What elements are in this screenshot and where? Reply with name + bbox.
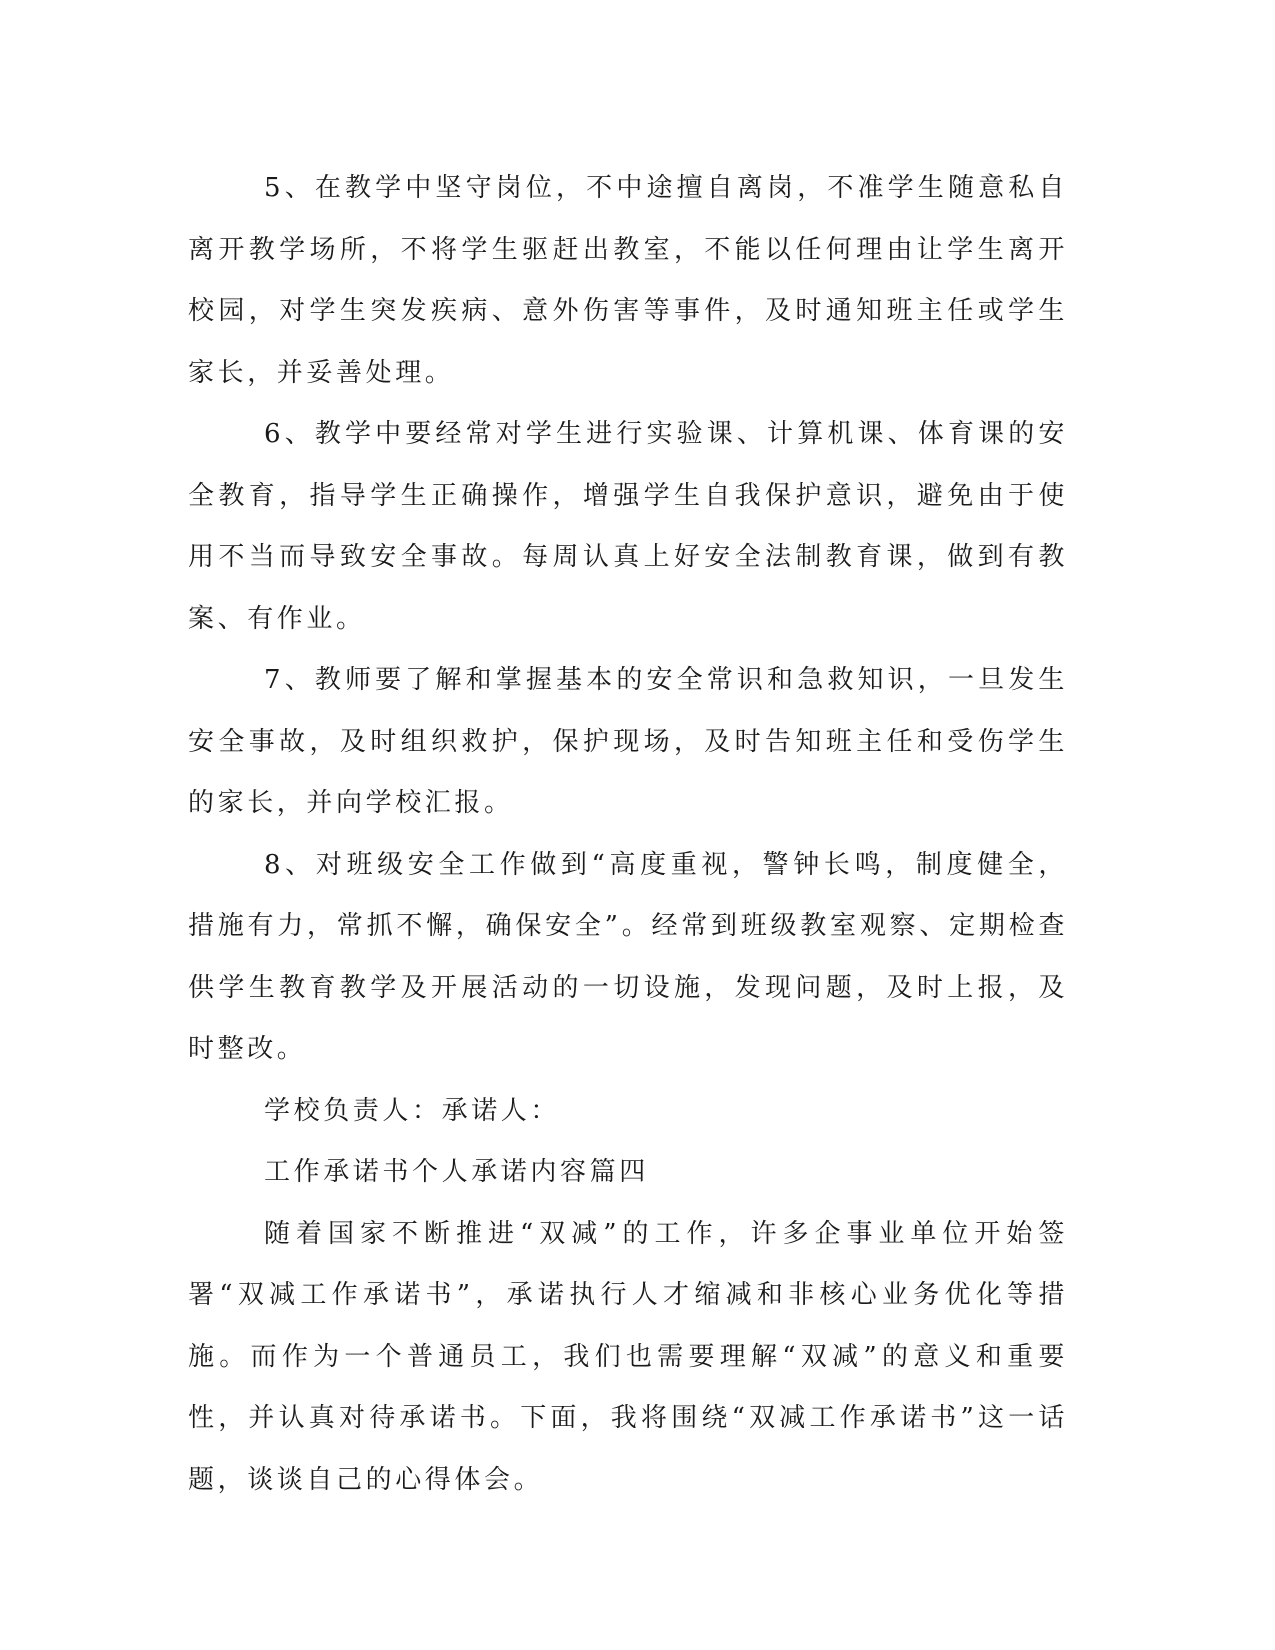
paragraph-item-8: 8、对班级安全工作做到“高度重视，警钟长鸣，制度健全，措施有力，常抓不懈，确保安全”。经常到班级教室观察、定期检查供学生教育教学及开展活动的一切设施，发现问题，及时上报，及时整改。: [188, 849, 1068, 1064]
document-body: [188, 158, 1068, 1511]
signature-line: 学校负责人：承诺人：: [264, 1095, 561, 1126]
paragraph-double-reduction: 随着国家不断推进“双减”的工作，许多企事业单位开始签署“双减工作承诺书”，承诺执行人才缩减和非核心业务优化等措施。而作为一个普通员工，我们也需要理解“双减”的意义和重要性，并认真对待承诺书。下面，我将围绕“双减工作承诺书”这一话题，谈谈自己的心得体会。: [188, 1218, 1068, 1495]
paragraph-item-7: 7、教师要了解和掌握基本的安全常识和急救知识，一旦发生安全事故，及时组织救护，保护现场，及时告知班主任和受伤学生的家长，并向学校汇报。: [188, 665, 1068, 818]
section-heading: 工作承诺书个人承诺内容篇四: [264, 1157, 649, 1187]
paragraph-item-6: 6、教学中要经常对学生进行实验课、计算机课、体育课的安全教育，指导学生正确操作，增强学生自我保护意识，避免由于使用不当而导致安全事故。每周认真上好安全法制教育课，做到有教案、有作业。: [188, 419, 1068, 634]
paragraph-item-5: 5、在教学中坚守岗位，不中途擅自离岗，不准学生随意私自离开教学场所，不将学生驱赶出教室，不能以任何理由让学生离开校园，对学生突发疾病、意外伤害等事件，及时通知班主任或学生家长，并妥善处理。: [188, 173, 1068, 388]
